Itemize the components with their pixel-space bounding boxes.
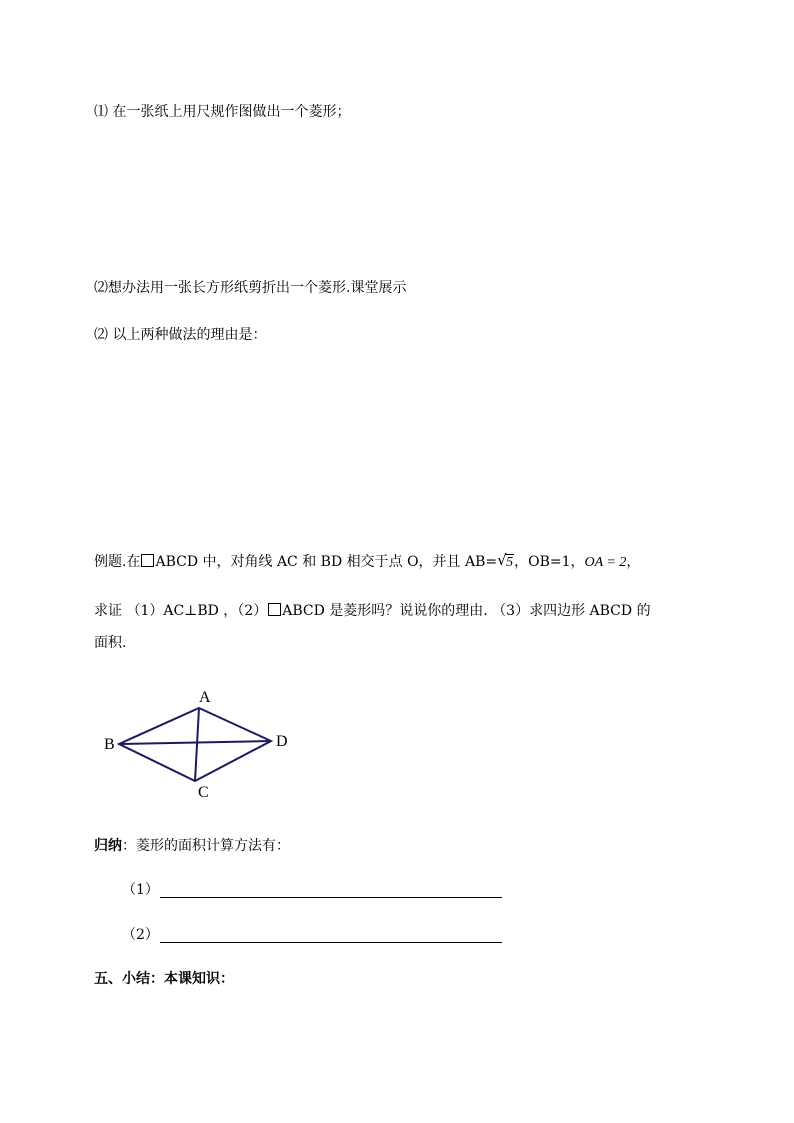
example-end: ， xyxy=(626,554,641,570)
summary-item-2-label: （2） xyxy=(122,927,159,943)
sqrt-argument: 5 xyxy=(506,555,514,570)
oa-rhs: = 2 xyxy=(602,555,627,570)
oa-lhs: OA xyxy=(584,555,603,570)
example-prefix: 例题.在 xyxy=(94,554,141,570)
sqrt-icon: √ xyxy=(497,551,507,569)
label-d: D xyxy=(276,733,288,750)
example-after-sqrt: ，OB=1， xyxy=(514,554,585,570)
example-mid: ABCD 中，对角线 AC 和 BD 相交于点 O，并且 AB= xyxy=(155,554,498,570)
section-5-heading: 五、小结：本课知识： xyxy=(94,971,234,987)
proof-line-2: 面积. xyxy=(94,635,127,651)
diagonal-bd xyxy=(119,741,271,744)
summary-blank-2[interactable] xyxy=(160,942,502,943)
sqrt-expression xyxy=(497,552,514,573)
rhombus-figure xyxy=(100,685,300,805)
summary-blank-1[interactable] xyxy=(160,897,502,898)
proof-line-1-a: 求证 （1）AC⊥BD ，（2） xyxy=(94,603,268,619)
question-1: ⑴ 在一张纸上用尺规作图做出一个菱形； xyxy=(94,104,351,120)
summary-text: ：菱形的面积计算方法有： xyxy=(122,838,290,854)
question-2: ⑵想办法用一张长方形纸剪折出一个菱形.课堂展示 xyxy=(94,280,407,296)
parallelogram-icon xyxy=(141,554,154,567)
proof-line-1-b: ABCD 是菱形吗？说说你的理由. （3）求四边形 ABCD 的 xyxy=(282,603,651,619)
summary-item-1-label: （1） xyxy=(122,882,159,898)
proof-line-1 xyxy=(94,601,651,621)
parallelogram-icon xyxy=(268,603,281,616)
summary-title: 归纳 xyxy=(94,838,122,854)
label-c: C xyxy=(198,784,209,801)
label-b: B xyxy=(104,736,115,753)
question-3: ⑵ 以上两种做法的理由是： xyxy=(94,327,267,343)
summary-heading xyxy=(94,836,290,856)
diagonal-ac xyxy=(195,708,199,781)
example-statement xyxy=(94,552,640,573)
label-a: A xyxy=(199,689,211,706)
